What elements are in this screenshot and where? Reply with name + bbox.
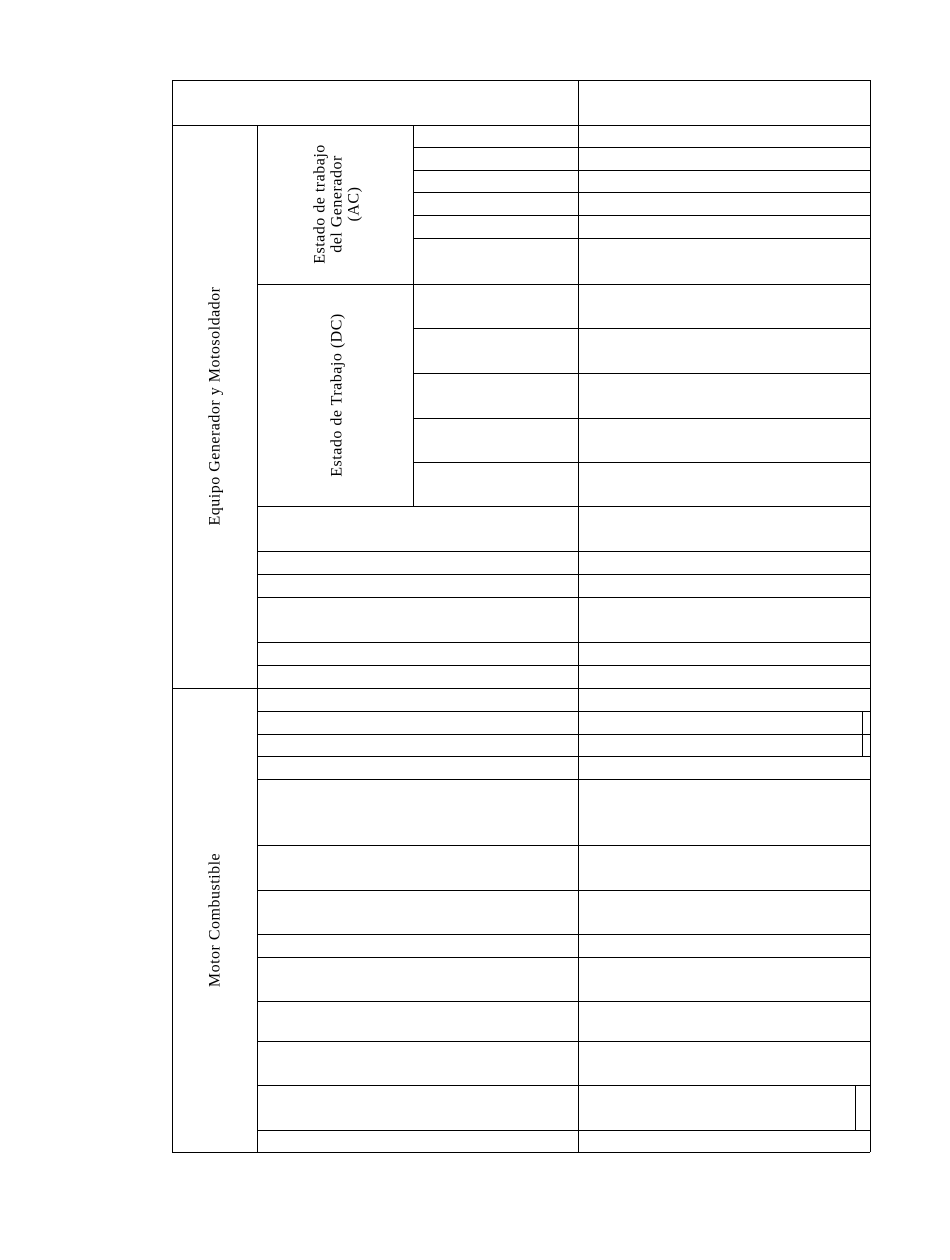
generator-row-divider	[257, 574, 870, 575]
generator-row-divider	[257, 597, 870, 598]
generator-row-divider	[257, 642, 870, 643]
dc-row-divider	[413, 328, 870, 329]
motor-row-divider	[257, 1130, 870, 1131]
motor-row-divider	[257, 845, 870, 846]
ac-row-divider	[413, 147, 870, 148]
generator-row-divider	[257, 551, 870, 552]
section-column-divider	[257, 125, 258, 1152]
motor-row-divider	[257, 934, 870, 935]
dc-row-divider	[413, 373, 870, 374]
table-bottom-border	[172, 1152, 870, 1153]
motor-row-divider	[257, 1041, 870, 1042]
motor-row-divider	[257, 890, 870, 891]
ac-row-divider	[413, 170, 870, 171]
value-column-divider	[578, 80, 579, 1152]
dc-row-divider	[413, 462, 870, 463]
dc-row-divider	[413, 418, 870, 419]
ac-row-divider	[413, 238, 870, 239]
motor-row-divider	[257, 734, 870, 735]
ac-row-divider	[413, 192, 870, 193]
motor-row-divider	[257, 756, 870, 757]
subgroup-label-estado-dc: Estado de Trabajo (DC)	[328, 313, 346, 477]
generator-row-divider	[257, 506, 870, 507]
table-left-border	[172, 80, 173, 1152]
section-label-motor-combustible: Motor Combustible	[206, 852, 224, 988]
motor-row-divider	[257, 1085, 870, 1086]
motor-row-divider	[257, 957, 870, 958]
subgroup-column-divider	[413, 125, 414, 506]
inner-right-stroke	[862, 711, 863, 756]
ac-dc-divider	[257, 284, 870, 285]
generator-row-divider	[257, 665, 870, 666]
section-divider	[172, 688, 870, 689]
motor-row-divider	[257, 779, 870, 780]
table-right-border	[870, 80, 871, 1152]
subgroup-label-estado-ac: Estado de trabajo del Generador (AC)	[311, 144, 363, 264]
header-row-divider	[172, 125, 870, 126]
motor-row-divider	[257, 711, 870, 712]
table-top-border	[172, 80, 870, 81]
ac-row-divider	[413, 215, 870, 216]
motor-row-divider	[257, 1001, 870, 1002]
inner-right-stroke	[855, 1085, 856, 1130]
section-label-equipo-generador: Equipo Generador y Motosoldador	[206, 286, 224, 526]
